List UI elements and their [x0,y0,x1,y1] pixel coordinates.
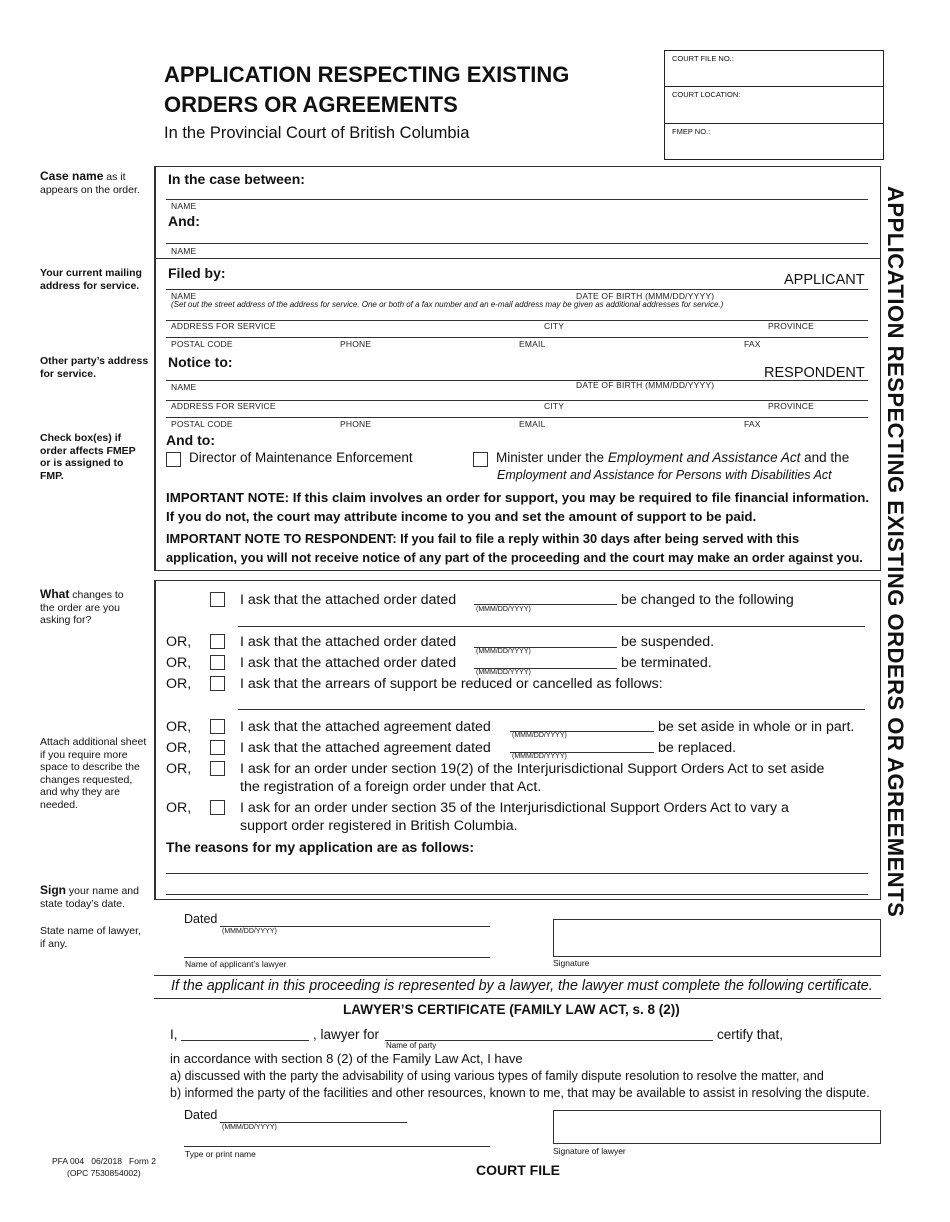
request-change-checkbox[interactable] [210,592,225,607]
request-agreement-aside-date-hint: (MMM/DD/YYYY) [512,732,567,739]
request-agreement-replace-checkbox[interactable] [210,740,225,755]
respondent-label: RESPONDENT [764,365,865,381]
request-agreement-replace-text-b: be replaced. [658,740,737,756]
important-note: IMPORTANT NOTE: If this claim involves an order for support, you may be required to file financial information. If you do not, the court may attribute income to you and set the amount of support to be paid. [166,490,870,524]
request-terminate-text: I ask that the attached order dated [240,655,457,671]
request-change-text-b: be changed to the following [621,592,794,608]
request-arrears-detail-line[interactable] [238,709,865,710]
respondent-city-label: CITY [544,401,565,411]
request-suspend-text: I ask that the attached order dated [240,634,457,650]
cert-i: I, [170,1027,178,1042]
dated-line[interactable] [220,926,490,927]
lawyer-name-line[interactable] [184,957,490,958]
minister-text-c: and the [800,450,850,465]
side-title-text: APPLICATION RESPECTING EXISTING ORDERS OR AGREEMENTS [883,186,908,918]
applicant-address-label: ADDRESS FOR SERVICE [171,321,276,331]
signature-label: Signature [553,958,590,968]
request-suspend-date-hint: (MMM/DD/YYYY) [476,648,531,655]
cert-accordance: in accordance with section 8 (2) of the Family Law Act, I have [170,1051,523,1066]
and-label: And: [168,213,200,229]
or-label-4: OR, [166,676,192,692]
divider-rep [154,975,881,976]
note-sign-bold: Sign [40,883,66,897]
divider-cert [154,998,881,999]
or-label-7: OR, [166,761,192,777]
fmep-no-label: FMEP NO.: [672,127,711,136]
request-agreement-aside-checkbox[interactable] [210,719,225,734]
note-case-name [40,170,152,196]
lawyer-name-label: Name of applicant’s lawyer [185,959,287,969]
reasons-line-2[interactable] [166,894,868,895]
request-isoa-19-checkbox[interactable] [210,761,225,776]
representation-note: If the applicant in this proceeding is represented by a lawyer, the lawyer must complete the following certificate. [171,978,873,994]
applicant-city-label: CITY [544,321,565,331]
respondent-name-line[interactable] [166,380,868,381]
or-label-6: OR, [166,740,192,756]
reasons-line-1[interactable] [166,873,868,874]
court-location-label: COURT LOCATION: [672,90,741,99]
request-agreement-aside-text: I ask that the attached agreement dated [240,719,491,735]
court-file-footer: COURT FILE [476,1162,560,1178]
dated-hint: (MMM/DD/YYYY) [222,928,277,935]
cert-type-name-label: Type or print name [185,1149,256,1159]
request-arrears-checkbox[interactable] [210,676,225,691]
minister-label [496,450,849,465]
note-mailing: Your current mailing address for service. [40,267,142,292]
and-to-label: And to: [166,432,215,448]
request-isoa-35-text-b: support order registered in British Columbia. [240,818,518,834]
title-line-1: APPLICATION RESPECTING EXISTING [164,62,570,87]
note-case-name-bold: Case name [40,169,104,183]
respondent-postal-label: POSTAL CODE [171,419,233,429]
or-label-2: OR, [166,634,192,650]
name-label-1: NAME [171,201,197,211]
note-what [40,588,140,627]
note-what-text: changes to the order are you asking for? [40,589,124,626]
filed-by-label: Filed by: [168,265,226,281]
request-isoa-19-text-b: the registration of a foreign order under that Act. [240,779,542,795]
request-change-detail-line[interactable] [238,626,865,627]
cert-lawyer-name-line[interactable] [181,1040,309,1041]
minister-text-a: Minister under the [496,450,608,465]
director-checkbox[interactable] [166,452,181,467]
cert-dated-line[interactable] [220,1122,407,1123]
note-other-party: Other party’s address for service. [40,355,149,380]
note-attach: Attach additional sheet if you require more space to describe the changes requested, and why they are needed. [40,736,147,811]
lawyer-signature-label: Signature of lawyer [553,1146,626,1156]
certificate-title: LAWYER’S CERTIFICATE (FAMILY LAW ACT, s. 8 (2)) [343,1002,680,1017]
or-label-5: OR, [166,719,192,735]
note-sign [40,884,150,910]
minister-act-label: Employment and Assistance for Persons with Disabilities Act [497,468,832,482]
request-change-date-hint: (MMM/DD/YYYY) [476,606,531,613]
respondent-address-label: ADDRESS FOR SERVICE [171,401,276,411]
note-case-name-text: as it appears on the order. [40,171,140,196]
respondent-dob-label: DATE OF BIRTH (MMM/DD/YYYY) [576,380,715,390]
cert-certify: certify that, [717,1027,784,1042]
important-note-respondent: IMPORTANT NOTE TO RESPONDENT: If you fail to file a reply within 30 days after being served with this application, you will not receive notice of any part of the proceeding and the court may make an order against you. [166,531,863,565]
respondent-email-label: EMAIL [519,419,546,429]
applicant-email-label: EMAIL [519,339,546,349]
form-id: PFA 004 06/2018 Form 2 [52,1156,156,1166]
respondent-province-label: PROVINCE [768,401,814,411]
reasons-label: The reasons for my application are as follows: [166,839,475,855]
request-terminate-text-b: be terminated. [621,655,712,671]
applicant-label: APPLICANT [784,272,865,288]
cert-party-hint: Name of party [386,1041,437,1050]
address-note: (Set out the street address of the address for service. One or both of a fax number and an e-mail address may be given as additional addresses for service.) [171,300,724,309]
director-label: Director of Maintenance Enforcement [189,450,413,465]
court-file-no-label: COURT FILE NO.: [672,54,734,63]
respondent-fax-label: FAX [744,419,761,429]
divider-1 [154,258,881,259]
applicant-phone-label: PHONE [340,339,372,349]
request-terminate-checkbox[interactable] [210,655,225,670]
cert-dated-hint: (MMM/DD/YYYY) [222,1124,277,1131]
applicant-signature-box[interactable] [553,919,881,957]
or-label-8: OR, [166,800,192,816]
request-change-date-line[interactable] [474,604,617,605]
opc-number: (OPC 7530854002) [67,1168,141,1178]
request-suspend-text-b: be suspended. [621,634,715,650]
name-label-2: NAME [171,246,197,256]
fmep-no-field[interactable] [665,124,883,159]
form-title [164,60,634,120]
request-suspend-checkbox[interactable] [210,634,225,649]
cert-item-a: a) discussed with the party the advisability of using various types of family dispute resolution to resolve the matter, and [170,1069,824,1083]
notice-to-label: Notice to: [168,354,233,370]
applicant-name-line[interactable] [166,289,868,290]
request-agreement-aside-text-b: be set aside in whole or in part. [658,719,855,735]
request-isoa-35-text-a: I ask for an order under section 35 of the Interjurisdictional Support Orders Act to vary a [240,800,789,816]
request-agreement-replace-text: I ask that the attached agreement dated [240,740,491,756]
applicant-name-label: NAME [171,291,197,301]
court-file-box [664,50,884,160]
applicant-fax-label: FAX [744,339,761,349]
applicant-contact-line[interactable] [166,337,868,338]
respondent-phone-label: PHONE [340,419,372,429]
minister-text-b: Employment and Assistance Act [607,450,801,465]
request-isoa-35-checkbox[interactable] [210,800,225,815]
cert-dated-label: Dated [184,1108,218,1122]
request-agreement-replace-date-hint: (MMM/DD/YYYY) [512,753,567,760]
dated-label: Dated [184,912,218,926]
applicant-province-label: PROVINCE [768,321,814,331]
respondent-name-label: NAME [171,382,197,392]
note-lawyer-name: State name of lawyer, if any. [40,925,141,950]
note-check-boxes: Check box(es) if order affects FMEP or is assigned to FMP. [40,432,136,482]
in-case-between-label: In the case between: [168,171,305,187]
court-location-field[interactable] [665,87,883,124]
request-isoa-19-text-a: I ask for an order under section 19(2) of the Interjurisdictional Support Orders Act to set aside [240,761,825,777]
request-arrears-text: I ask that the arrears of support be reduced or cancelled as follows: [240,676,663,692]
note-what-bold: What [40,587,70,601]
cert-type-name-line[interactable] [184,1146,490,1147]
form-subtitle: In the Provincial Court of British Columbia [164,124,470,142]
note-sign-text: your name and state today’s date. [40,885,139,910]
request-change-text: I ask that the attached order dated [240,592,457,608]
cert-item-b: b) informed the party of the facilities and other resources, known to me, that may be available to assist in resolving the dispute. [170,1086,870,1100]
cert-lawyer-for: , lawyer for [313,1027,380,1042]
case-name-line-2[interactable] [166,243,868,244]
respondent-contact-line[interactable] [166,417,868,418]
minister-checkbox[interactable] [473,452,488,467]
request-terminate-date-hint: (MMM/DD/YYYY) [476,669,531,676]
applicant-dob-label: DATE OF BIRTH (MMM/DD/YYYY) [576,291,715,301]
applicant-postal-label: POSTAL CODE [171,339,233,349]
lawyer-signature-box[interactable] [553,1110,881,1144]
or-label-3: OR, [166,655,192,671]
case-name-line-1[interactable] [166,199,868,200]
title-line-2: ORDERS OR AGREEMENTS [164,92,458,117]
court-file-no-field[interactable] [665,51,883,87]
